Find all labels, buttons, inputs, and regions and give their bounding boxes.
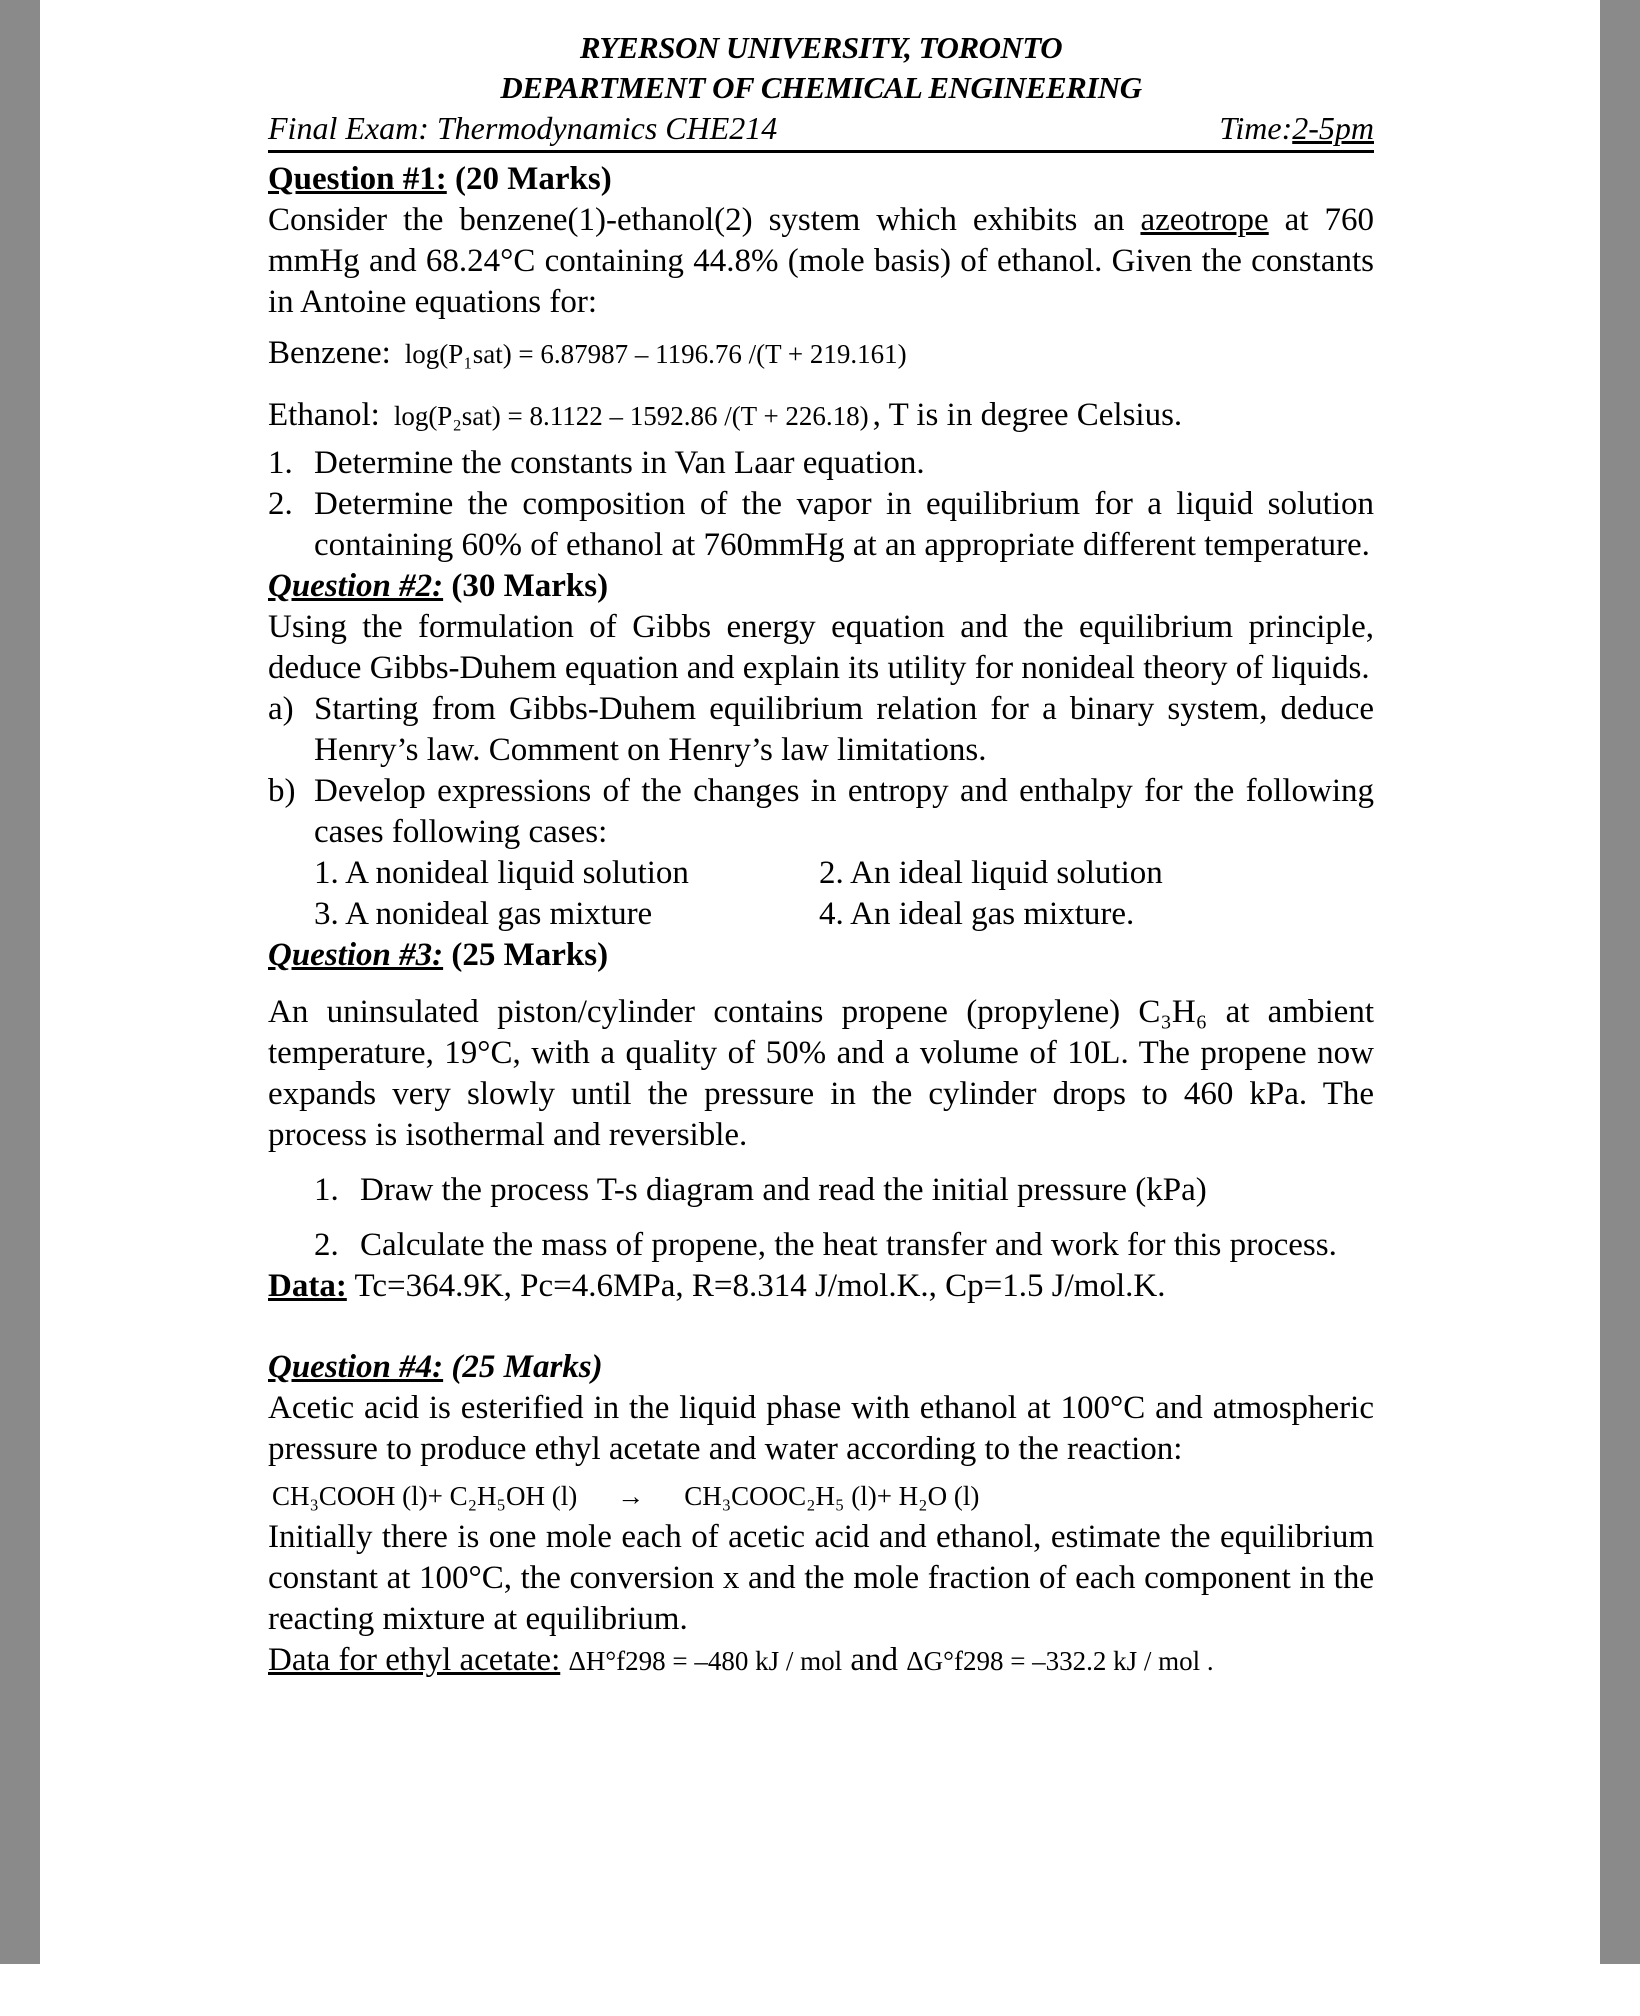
enthalpy-formation: ΔH°f298 = –480 kJ / mol (568, 1646, 843, 1676)
q3-item: 1. Draw the process T-s diagram and read the initial pressure (kPa) (314, 1172, 1207, 1208)
q1-intro: Consider the benzene(1)-ethanol(2) system which exhibits an azeotrope at 760 mmHg and 68.24°C containing 44.8% (mole basis) of ethanol. Given the constants in Antoine equations for: (268, 202, 1374, 320)
q1-label: Question #1: (268, 161, 447, 197)
q3-label: Question #3: (268, 937, 444, 973)
q2-cases-row (314, 894, 1374, 935)
q2-item: b) Develop expressions of the changes in entropy and enthalpy for the following cases following cases: (268, 773, 1374, 850)
q4-question: Initially there is one mole each of acetic acid and ethanol, estimate the equilibrium constant at 100°C, the conversion x and the mole fraction of each component in the reacting mixture at equilibrium. (268, 1519, 1374, 1637)
gibbs-formation: ΔG°f298 = –332.2 kJ / mol . (906, 1646, 1214, 1676)
department-title: DEPARTMENT OF CHEMICAL ENGINEERING (500, 70, 1142, 105)
exam-page (268, 28, 1374, 1682)
q3-item: 2. Calculate the mass of propene, the heat transfer and work for this process. (314, 1227, 1337, 1263)
q1-list (268, 443, 1374, 566)
reaction-equation (272, 1476, 1374, 1517)
university-title: RYERSON UNIVERSITY, TORONTO (579, 30, 1063, 65)
q4-label: Question #4: (268, 1349, 444, 1385)
q3-marks: (25 Marks) (451, 937, 609, 973)
left-margin-bar (0, 0, 40, 1964)
ethanol-equation-note: , T is in degree Celsius. (872, 397, 1183, 433)
q2-item: a) Starting from Gibbs-Duhem equilibrium relation for a binary system, deduce Henry’s law. Comment on Henry’s law limitations. (268, 691, 1374, 768)
q3-intro: An uninsulated piston/cylinder contains propene (propylene) C₃H₆ at ambient temperature, 19°C, with a quality of 50% and a volume of 10L. The propene now expands very slowly until the pressure in the cylinder drops to 460 kPa. The process is isothermal and reversible. (268, 994, 1374, 1153)
q4-marks: (25 Marks) (451, 1349, 603, 1385)
benzene-equation-line (268, 333, 1374, 375)
q1-heading (268, 159, 1374, 200)
q4-data: Data for ethyl acetate: ΔH°f298 = –480 kJ / mol and ΔG°f298 = –332.2 kJ / mol . (268, 1642, 1214, 1678)
exam-time: Time:2-5pm (1219, 110, 1374, 146)
case-item: 1. A nonideal liquid solution (314, 855, 689, 891)
q4-heading (268, 1347, 1374, 1388)
benzene-equation: log(P₁sat) = 6.87987 – 1196.76 /(T + 219.161) (404, 339, 907, 369)
ethanol-equation: log(P₂sat) = 8.1122 – 1592.86 /(T + 226.18) (393, 401, 869, 431)
time-value: 2-5pm (1292, 110, 1374, 146)
case-item: 4. An ideal gas mixture. (819, 896, 1135, 932)
benzene-label: Benzene: (268, 335, 391, 371)
ethanol-equation-line (268, 395, 1374, 437)
q4-intro: Acetic acid is esterified in the liquid phase with ethanol at 100°C and atmospheric pressure to produce ethyl acetate and water according to the reaction: (268, 1390, 1374, 1467)
exam-title: Final Exam: Thermodynamics CHE214 (268, 110, 778, 146)
reaction-reactants: CH₃COOH (l)+ C₂H₅OH (l) (272, 1481, 578, 1511)
q2-cases-row (314, 853, 1374, 894)
case-item: 3. A nonideal gas mixture (314, 896, 653, 932)
q3-heading (268, 935, 1374, 976)
bottom-strip (0, 1964, 1640, 2016)
ethanol-label: Ethanol: (268, 397, 380, 433)
q2-list (268, 689, 1374, 853)
reaction-arrow: → (617, 1481, 645, 1511)
case-item: 2. An ideal liquid solution (819, 855, 1163, 891)
q2-marks: (30 Marks) (451, 568, 609, 604)
reaction-products: CH₃COOC₂H₅ (l)+ H₂O (l) (684, 1481, 980, 1511)
q1-item: 2. Determine the composition of the vapor in equilibrium for a liquid solution containing 60% of ethanol at 760mmHg at an appropriate different temperature. (268, 486, 1374, 563)
exam-header-row (268, 108, 1374, 153)
azeotrope-term: azeotrope (1140, 202, 1269, 238)
q2-intro: Using the formulation of Gibbs energy equation and the equilibrium principle, deduce Gibbs-Duhem equation and explain its utility for nonideal theory of liquids. (268, 609, 1374, 686)
right-margin-bar (1600, 0, 1640, 1964)
q2-heading (268, 566, 1374, 607)
q1-item: 1. Determine the constants in Van Laar equation. (268, 445, 925, 481)
q2-label: Question #2: (268, 568, 444, 604)
q3-data-label: Data: (268, 1268, 347, 1304)
q1-marks: (20 Marks) (455, 161, 612, 197)
q4-data-label: Data for ethyl acetate: (268, 1642, 561, 1678)
q3-list (314, 1170, 1374, 1266)
q3-data: Data: Tc=364.9K, Pc=4.6MPa, R=8.314 J/mol.K., Cp=1.5 J/mol.K. (268, 1268, 1166, 1304)
